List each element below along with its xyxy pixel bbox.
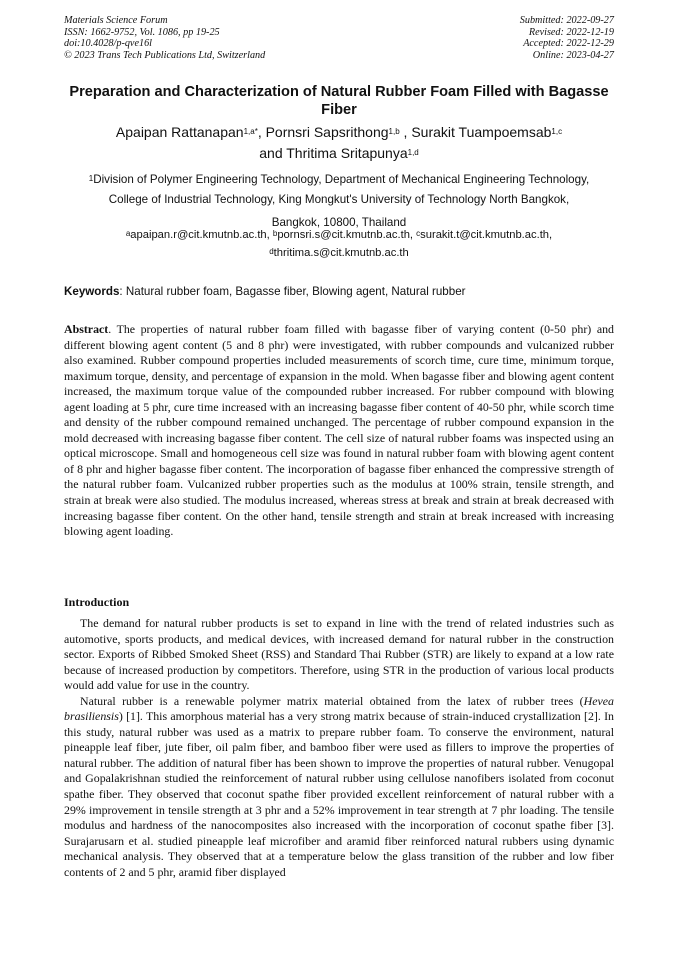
author-list <box>40 122 638 164</box>
keywords-text: Natural rubber foam, Bagasse fiber, Blowing agent, Natural rubber <box>125 285 466 298</box>
author-affil: 1,a* <box>243 127 258 136</box>
email-link[interactable]: thritima.s@cit.kmutnb.ac.th <box>273 247 409 259</box>
keywords-label: Keywords <box>64 285 120 298</box>
author-name: Apaipan Rattanapan <box>115 124 244 140</box>
author-sep: , <box>257 124 266 140</box>
email-marker: b <box>272 229 278 238</box>
author-sep: , <box>399 124 412 140</box>
email-marker: a <box>125 229 131 238</box>
keywords <box>64 284 614 300</box>
author-emails <box>60 226 618 262</box>
author-affil: 1,d <box>407 148 419 157</box>
journal-doi: doi:10.4028/p-qve16l <box>64 38 152 50</box>
introduction-body <box>64 616 614 880</box>
affiliation-line: Division of Polymer Engineering Technology, Department of Mechanical Engineering Technology, <box>93 173 590 186</box>
author-name: and Thritima Sritapunya <box>259 145 408 161</box>
date-online: Online: 2023-04-27 <box>532 49 614 61</box>
paper-title: Preparation and Characterization of Natural Rubber Foam Filled with Bagasse Fiber <box>69 84 609 118</box>
abstract-label: Abstract <box>64 322 109 336</box>
paragraph <box>64 694 614 881</box>
abstract-text: . The properties of natural rubber foam filled with bagasse fiber of varying content (0-50 phr) and different blowing agent content (5 and 8 phr) were investigated, with rubber compounds and vulcanized rubber also examined. Rubber compound properties included measurements of scorch time, cure time, minimum torque, maximum torque, density, and percentage of expansion in the mold. When bagasse fiber and blowing agent content increased, the maximum torque value of the compounded rubber increased. For rubber compound with blowing agent loading at 5 phr, cure time increased with an increasing bagasse fiber content of 40-50 phr, while scorch time and density of the rubber compound remained unchanged. The percentage of rubber compound expansion in the mold decreased with increasing bagasse fiber content. The cell size of natural rubber foams was inspected using an optical microscope. Small and homogeneous cell size was found in natural rubber foam with blowing agent content of 8 phr and higher bagasse fiber content. The incorporation of bagasse fiber enhanced the compressive strength of the natural rubber foam. Vulcanized rubber properties such as the modulus at 100% strain, tensile strength, and strain at break were also studied. The modulus increased, whereas stress at break and strain at break decreased with increasing bagasse fiber content. On the other hand, tensile strength and strain at break increased with increasing blowing agent loading. <box>64 322 614 539</box>
author-name: Pornsri Sapsrithong <box>265 124 389 140</box>
author-name: Surakit Tuampoemsab <box>411 124 552 140</box>
author-affil: 1,b <box>388 127 400 136</box>
affiliation-line: Bangkok, 10800, Thailand <box>271 216 407 229</box>
paragraph: The demand for natural rubber products is set to expand in line with the trend of related industries such as automotive, sports products, and medical devices, with increased demand for natural rubber in the construction sector. Exports of Ribbed Smoked Sheet (RSS) and Standard Thai Rubber (STR) are likely to expand at a low rate because of increased production by competitors. Therefore, using STR in the production of various local products would add value for use in the country. <box>64 616 614 693</box>
affiliation-number: 1 <box>88 174 94 183</box>
date-submitted: Submitted: 2022-09-27 <box>519 15 614 26</box>
keywords-sep: : <box>119 285 126 298</box>
species-name: Hevea brasiliensis <box>64 693 614 724</box>
affiliation-line: College of Industrial Technology, King Mongkut's University of Technology North Bangkok, <box>108 193 570 206</box>
journal-info <box>64 15 265 61</box>
paragraph-text: Natural rubber is a renewable polymer matrix material obtained from the latex of rubber trees ( <box>80 693 584 708</box>
email-marker: c <box>416 229 421 238</box>
date-accepted: Accepted: 2022-12-29 <box>523 38 614 50</box>
author-affil: 1,c <box>551 127 563 136</box>
email-link[interactable]: surakit.t@cit.kmutnb.ac.th, <box>420 229 553 241</box>
email-link[interactable]: pornsri.s@cit.kmutnb.ac.th, <box>277 229 414 241</box>
email-link[interactable]: apaipan.r@cit.kmutnb.ac.th, <box>130 229 270 241</box>
journal-copyright: © 2023 Trans Tech Publications Ltd, Switzerland <box>64 49 266 61</box>
publication-dates <box>520 15 614 61</box>
journal-name: Materials Science Forum <box>64 15 168 26</box>
abstract <box>64 322 614 540</box>
date-revised: Revised: 2022-12-19 <box>528 26 614 38</box>
affiliation <box>50 170 628 233</box>
paragraph-text: ) [1]. This amorphous material has a very strong matrix because of strain-induced crystallization [2]. In this study, natural rubber was used as a matrix to prepare rubber foam. To conserve the environment, natural pineapple leaf fiber, jute fiber, oil palm fiber, and bamboo fiber were used as fillers to improve the properties of natural rubber. The addition of natural fiber has been shown to improve the properties of natural rubber. Venugopal and Gopalakrishnan studied the reinforcement of natural rubber using cellulose nanofibers isolated from coconut spathe fiber. They observed that coconut spathe fiber provided excellent reinforcement of natural rubber with a 29% improvement in tensile strength at 3 phr and a 52% improvement in tear strength at 7 phr loading. The tensile modulus and hardness of the nanocomposites also increased with the incorporation of coconut spathe fiber [3]. Surajarusarn et al. studied pineapple leaf microfiber and aramid fiber reinforced natural rubbers using dynamic mechanical analysis. They observed that at a temperature below the glass transition of the rubber and low fiber contents of 2 and 5 phr, aramid fiber displayed <box>64 709 614 879</box>
section-heading-introduction: Introduction <box>64 595 130 609</box>
journal-issn: ISSN: 1662-9752, Vol. 1086, pp 19-25 <box>64 26 220 38</box>
email-marker: d <box>269 247 274 256</box>
